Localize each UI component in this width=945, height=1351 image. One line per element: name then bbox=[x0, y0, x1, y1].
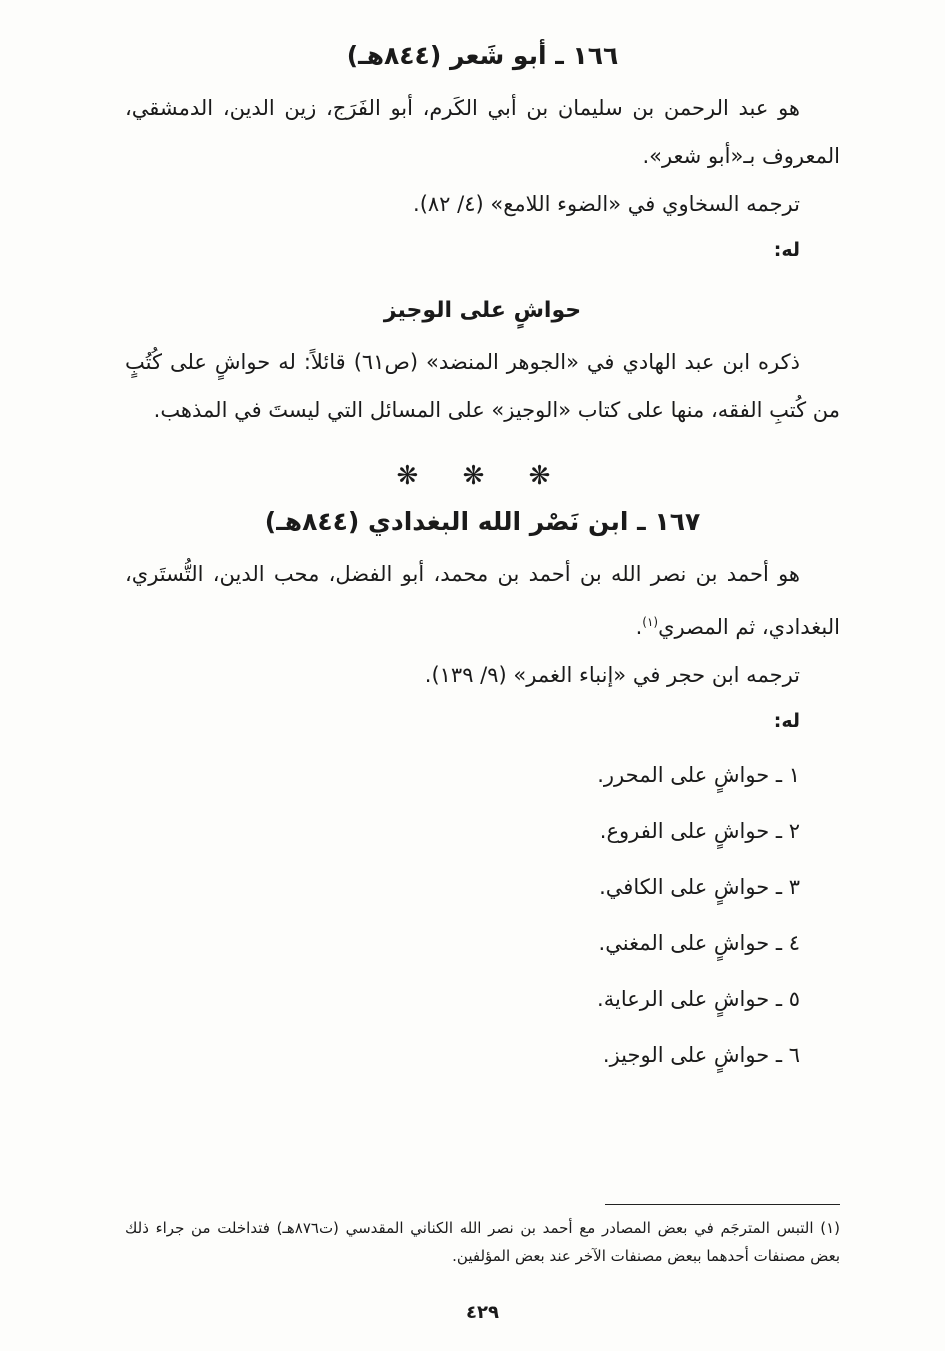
entry-167-works-list bbox=[125, 747, 840, 1083]
list-item: ٦ ـ حواشٍ على الوجيز. bbox=[602, 1043, 800, 1067]
footnote-ref[interactable]: (١) bbox=[642, 615, 659, 629]
entry-166-lah: له: bbox=[773, 239, 800, 261]
entry-167-bio bbox=[125, 550, 840, 651]
page-number: ٤٢٩ bbox=[466, 1302, 499, 1323]
entry-166-heading: ١٦٦ ـ أبو شَعر (٨٤٤هـ) bbox=[346, 41, 619, 70]
entry-167-bio-end: . bbox=[635, 615, 643, 639]
entry-167-heading: ١٦٧ ـ ابن نَصْر الله البغدادي (٨٤٤هـ) bbox=[264, 507, 701, 536]
footnote-1: (١) التبس المترجَم في بعض المصادر مع أحمد بن نصر الله الكناني المقدسي (ت٨٧٦هـ) فتداخلت من جراء ذلك بعض مصنفات أحدهما ببعض مصنفات الآخر عند بعض المؤلفين. bbox=[125, 1219, 840, 1265]
list-item: ٢ ـ حواشٍ على الفروع. bbox=[599, 819, 800, 843]
list-item: ٣ ـ حواشٍ على الكافي. bbox=[599, 875, 800, 899]
footnote-divider bbox=[605, 1204, 840, 1205]
entry-166-bio: هو عبد الرحمن بن سليمان بن أبي الكَرم، أبو الفَرَج، زين الدين، الدمشقي، المعروف بـ«أبو شعر». bbox=[125, 96, 840, 168]
entry-166-work-desc: ذكره ابن عبد الهادي في «الجوهر المنضد» (ص٦١) قائلاً: له حواشٍ على كُتُبٍ من كُتبِ الفقه، منها على كتاب «الوجيز» على المسائل التي ليستَ في المذهب. bbox=[125, 350, 840, 422]
list-item: ٥ ـ حواشٍ على الرعاية. bbox=[597, 987, 800, 1011]
entry-167-bio-text: هو أحمد بن نصر الله بن أحمد بن محمد، أبو الفضل، محب الدين، التُّستَري، البغدادي، ثم المصري bbox=[125, 562, 840, 639]
entry-167-lah: له: bbox=[773, 710, 800, 732]
separator-stars: ❋ ❋ ❋ bbox=[396, 461, 569, 491]
list-item: ١ ـ حواشٍ على المحرر. bbox=[597, 763, 800, 787]
footnotes bbox=[125, 1214, 840, 1270]
entry-166-source: ترجمه السخاوي في «الضوء اللامع» (٤/ ٨٢). bbox=[413, 192, 800, 216]
entry-167-source: ترجمه ابن حجر في «إنباء الغمر» (٩/ ١٣٩). bbox=[424, 663, 800, 687]
list-item: ٤ ـ حواشٍ على المغني. bbox=[598, 931, 800, 955]
book-page bbox=[125, 30, 840, 1330]
entry-166-work-title: حواشٍ على الوجيز bbox=[383, 298, 582, 323]
